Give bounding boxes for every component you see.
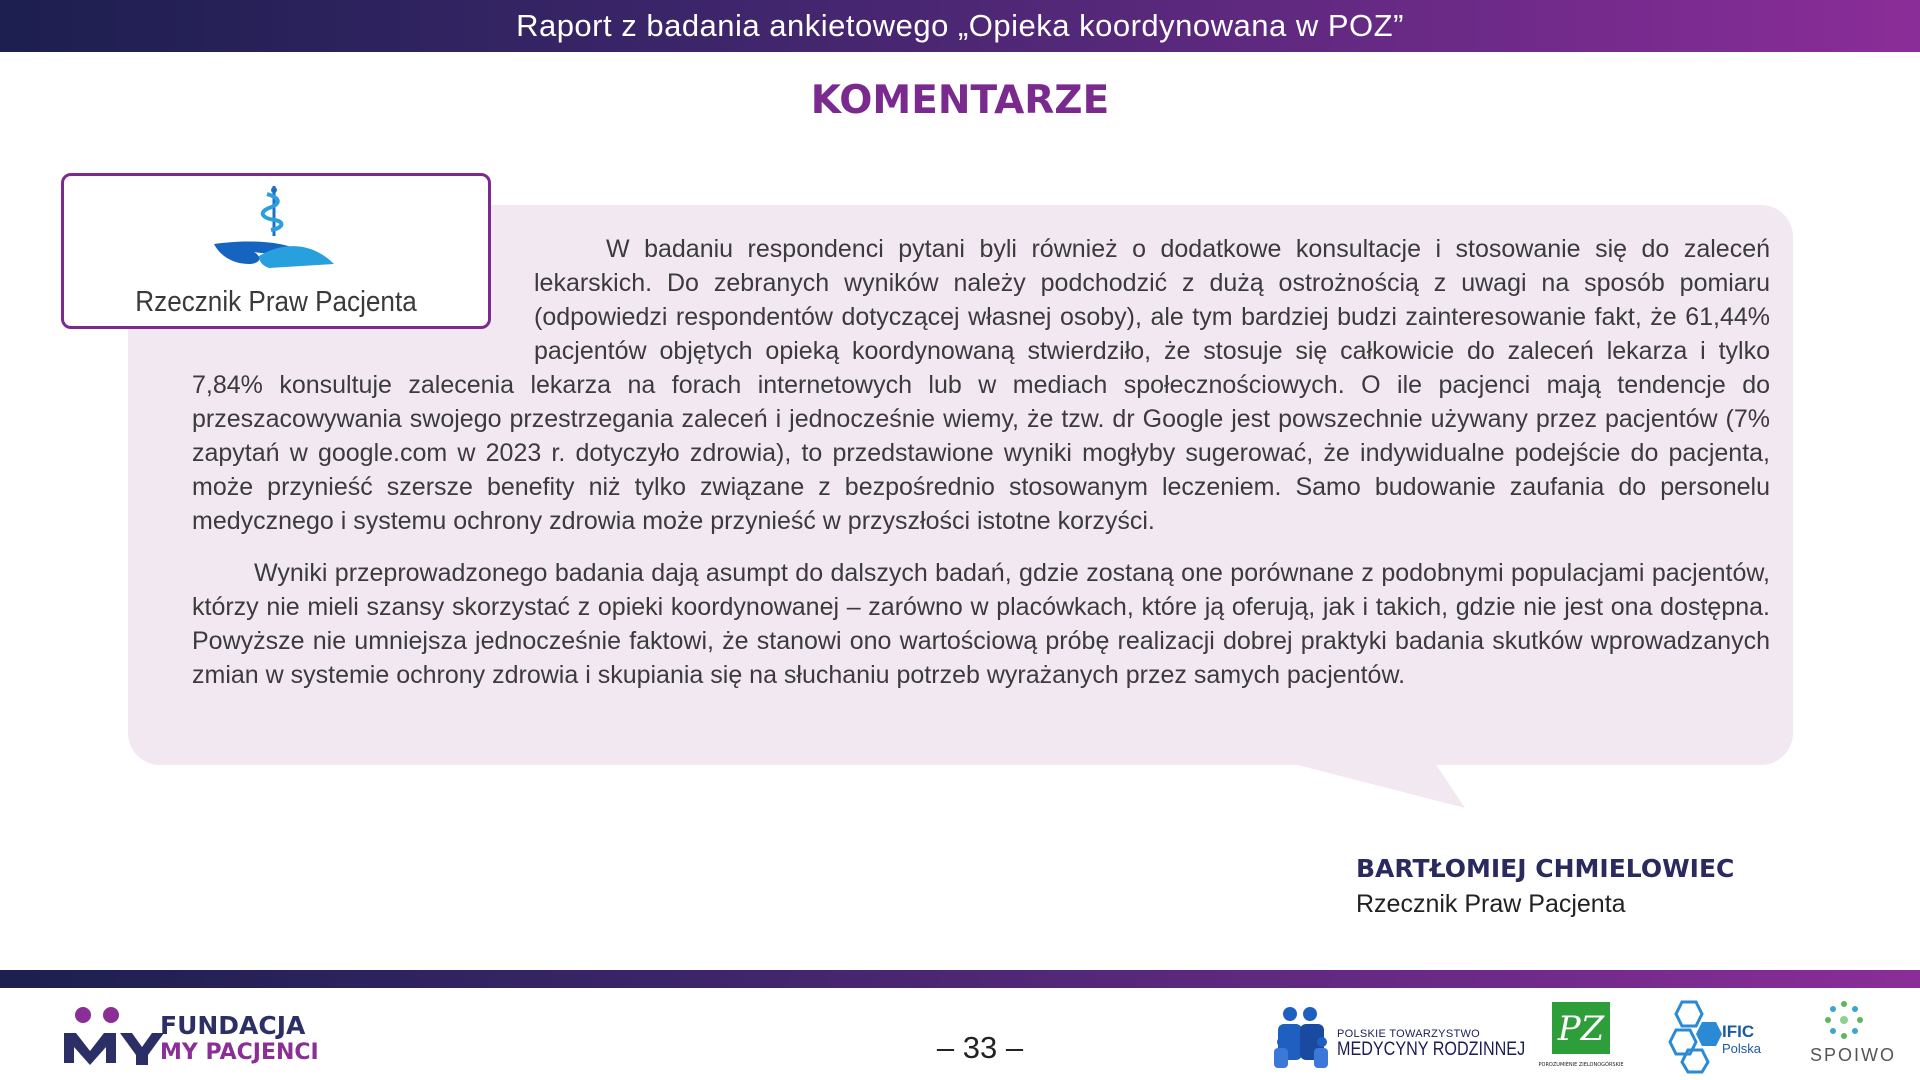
- ptmr-name: [1337, 1026, 1558, 1058]
- foundation-name: [160, 1012, 319, 1066]
- ptmr-line1: POLSKIE TOWARZYSTWO: [1337, 1028, 1481, 1040]
- ific-name: [1722, 1023, 1761, 1057]
- signature-name: BARTŁOMIEJ CHMIELOWIEC: [1356, 854, 1735, 883]
- pz-caption: POROZUMIENIE ZIELONOGÓRSKIE: [1538, 1062, 1624, 1068]
- ptmr-line2: MEDYCYNY RODZINNEJ: [1337, 1039, 1526, 1060]
- ptmr-family-icon: [1270, 1004, 1332, 1072]
- rzecznik-logo-box: [61, 173, 491, 329]
- footer-bar: [0, 970, 1920, 988]
- header-bar: [0, 0, 1920, 52]
- ific-line1: IFIC: [1722, 1022, 1755, 1041]
- section-title: KOMENTARZE: [810, 78, 1110, 123]
- report-title: Raport z badania ankietowego „Opieka koordynowana w POZ”: [516, 8, 1404, 43]
- rzecznik-logo-text: Rzecznik Praw Pacjenta: [135, 286, 417, 318]
- comment-paragraph: Wyniki przeprowadzonego badania dają asumpt do dalszych badań, gdzie zostaną one porównane z podobnymi populacjami pacjentów, którzy nie mieli szansy skorzystać z opieki koordynowanej – zarówno w placówkach, które ją oferują, jak i takich, gdzie nie jest ona dostępna. Powyższe nie umniejsza jednocześnie faktowi, że stanowi ono wartościową próbę realizacji dobrej praktyki badania skutków wprowadzanych zmian w systemie ochrony zdrowia i skupiania się na słuchaniu potrzeb wyrażanych przez samych pacjentów.: [192, 559, 1770, 689]
- spoiwo-name: SPOIWO: [1809, 1045, 1896, 1065]
- foundation-line2: MY PACJENCI: [160, 1040, 319, 1065]
- comment-paragraph: W badaniu respondenci pytani byli również o dodatkowe konsultacje i stosowanie się do zaleceń lekarskich. Do zebranych wyników należy podchodzić z dużą ostrożnością z uwagi na sposób pomiaru (odpowiedzi respondentów dotyczącej własnej osoby), ale tym bardziej budzi zainteresowanie fakt, że 61,44% pacjentów objętych opieką koordynowaną stwierdziło, że stosuje się całkowicie do zaleceń lekarza i tylko 7,84% konsultuje zalecenia lekarza na forach internetowych lub w mediach społecznościowych. O ile pacjenci mają tendencje do przeszacowywania swojego przestrzegania zaleceń i jednocześnie wiemy, że tzw. dr Google jest powszechnie używany przez pacjentów (7% zapytań w google.com w 2023 r. dotyczyło zdrowia), to przedstawione wyniki mogłyby sugerować, że indywidualne podejście do pacjenta, może przynieść szersze benefity niż tylko związane z bezpośrednio stosowanym leczeniem. Samo budowanie zaufania do personelu medycznego i systemu ochrony zdrowia może przynieść w przyszłości istotne korzyści.: [192, 235, 1770, 535]
- foundation-line1: FUNDACJA: [160, 1011, 306, 1040]
- svg-text:PZ: PZ: [1557, 1009, 1605, 1049]
- porozumienie-zielonogorskie-logo: [1538, 1000, 1624, 1072]
- signature-role: Rzecznik Praw Pacjenta: [1356, 890, 1626, 918]
- caduceus-hands-icon: [209, 184, 339, 284]
- ific-line2: Polska: [1722, 1041, 1762, 1056]
- ific-hexagon-icon: [1662, 1000, 1724, 1072]
- page-number: – 33 –: [936, 1030, 1024, 1065]
- spoiwo-flower-icon: [1824, 1000, 1864, 1040]
